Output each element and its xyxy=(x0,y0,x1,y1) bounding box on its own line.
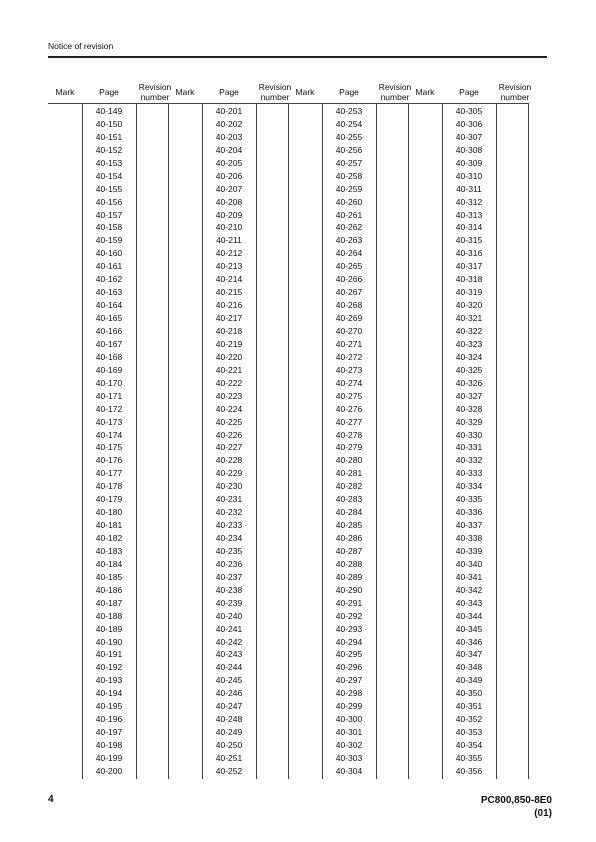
page-cell: 40-238 xyxy=(215,584,243,595)
col-header-page: Page xyxy=(459,87,479,97)
page-cell: 40-163 xyxy=(95,287,123,298)
page-cell: 40-259 xyxy=(335,183,363,194)
page-cell: 40-212 xyxy=(215,248,243,259)
page-cell: 40-247 xyxy=(215,701,243,712)
page-cell: 40-187 xyxy=(95,597,123,608)
page-cell: 40-168 xyxy=(95,351,123,362)
page-cell: 40-237 xyxy=(215,571,243,582)
column-divider xyxy=(256,103,257,779)
page-cell: 40-256 xyxy=(335,144,363,155)
page-cell: 40-274 xyxy=(335,377,363,388)
page-cell: 40-189 xyxy=(95,623,123,634)
page-cell: 40-356 xyxy=(455,765,483,776)
page-cell: 40-186 xyxy=(95,584,123,595)
page-cell: 40-284 xyxy=(335,507,363,518)
page-cell: 40-242 xyxy=(215,636,243,647)
page-cell: 40-261 xyxy=(335,209,363,220)
page-cell: 40-312 xyxy=(455,196,483,207)
page-cell: 40-194 xyxy=(95,688,123,699)
page-cell: 40-222 xyxy=(215,377,243,388)
page-cell: 40-262 xyxy=(335,222,363,233)
page-cell: 40-348 xyxy=(455,662,483,673)
page-cell: 40-264 xyxy=(335,248,363,259)
page-cell: 40-243 xyxy=(215,649,243,660)
page-cell: 40-248 xyxy=(215,714,243,725)
col-header-revision xyxy=(496,82,534,102)
page-cell: 40-252 xyxy=(215,765,243,776)
page-cell: 40-184 xyxy=(95,558,123,569)
page-cell: 40-306 xyxy=(455,118,483,129)
page-cell: 40-167 xyxy=(95,338,123,349)
page-cell: 40-199 xyxy=(95,753,123,763)
page-cell: 40-258 xyxy=(335,170,363,181)
page-cell: 40-321 xyxy=(455,313,483,324)
page-cell: 40-288 xyxy=(335,558,363,569)
col-header-revision-line1: Revision xyxy=(138,82,172,92)
page-cell: 40-150 xyxy=(95,118,123,129)
page-cell: 40-320 xyxy=(455,300,483,311)
page-cell: 40-177 xyxy=(95,468,123,479)
page-cell: 40-207 xyxy=(215,183,243,194)
col-header-revision-line2: number xyxy=(500,92,530,102)
page-cell: 40-180 xyxy=(95,507,123,518)
revision-table xyxy=(48,82,532,779)
page-cell: 40-269 xyxy=(335,313,363,324)
page-cell: 40-273 xyxy=(335,364,363,375)
page-cell: 40-350 xyxy=(455,688,483,699)
page-cell: 40-149 xyxy=(95,106,123,116)
page-cell: 40-196 xyxy=(95,714,123,725)
footer-model-name: PC800,850-8E0 xyxy=(480,795,552,806)
page-cell: 40-331 xyxy=(455,442,483,453)
page-cell: 40-355 xyxy=(455,753,483,763)
page-cell: 40-265 xyxy=(335,261,363,272)
page-cell: 40-337 xyxy=(455,520,483,531)
page-cell: 40-349 xyxy=(455,675,483,686)
page-cell: 40-195 xyxy=(95,701,123,712)
page-cell: 40-154 xyxy=(95,170,123,181)
page-cell: 40-314 xyxy=(455,222,483,233)
page-cell: 40-240 xyxy=(215,610,243,621)
col-header-mark: Mark xyxy=(295,87,315,97)
page-cell: 40-236 xyxy=(215,558,243,569)
page-cell: 40-151 xyxy=(95,131,123,142)
page-cell: 40-328 xyxy=(455,403,483,414)
page-cell: 40-191 xyxy=(95,649,123,660)
page-cell: 40-201 xyxy=(215,106,243,116)
page-cell: 40-319 xyxy=(455,287,483,298)
page-cell: 40-338 xyxy=(455,533,483,544)
page-cell: 40-172 xyxy=(95,403,123,414)
page-cell: 40-341 xyxy=(455,571,483,582)
page-cell: 40-230 xyxy=(215,481,243,492)
page-cell: 40-343 xyxy=(455,597,483,608)
page-cell: 40-183 xyxy=(95,545,123,556)
footer-model xyxy=(481,794,552,820)
col-header-page: Page xyxy=(339,87,359,97)
column-divider xyxy=(376,103,377,779)
page-cell: 40-324 xyxy=(455,351,483,362)
col-header-mark: Mark xyxy=(55,87,75,97)
page-cell: 40-285 xyxy=(335,520,363,531)
page-cell: 40-229 xyxy=(215,468,243,479)
page-cell: 40-198 xyxy=(95,740,123,751)
page-cell: 40-300 xyxy=(335,714,363,725)
page-cell: 40-215 xyxy=(215,287,243,298)
page-cell: 40-165 xyxy=(95,313,123,324)
page-cell: 40-299 xyxy=(335,701,363,712)
page-cell: 40-162 xyxy=(95,274,123,285)
page-cell: 40-289 xyxy=(335,571,363,582)
page-cell: 40-249 xyxy=(215,727,243,738)
page-cell: 40-333 xyxy=(455,468,483,479)
page-cell: 40-342 xyxy=(455,584,483,595)
page-cell: 40-330 xyxy=(455,429,483,440)
column-divider xyxy=(496,103,497,779)
page-cell: 40-241 xyxy=(215,623,243,634)
page-cell: 40-208 xyxy=(215,196,243,207)
column-divider xyxy=(168,103,169,779)
page-cell: 40-176 xyxy=(95,455,123,466)
page-cell: 40-271 xyxy=(335,338,363,349)
page-cell: 40-159 xyxy=(95,235,123,246)
page-cell: 40-344 xyxy=(455,610,483,621)
page-cell: 40-244 xyxy=(215,662,243,673)
page-cell: 40-351 xyxy=(455,701,483,712)
page-cell: 40-173 xyxy=(95,416,123,427)
page-cell: 40-193 xyxy=(95,675,123,686)
page-cell: 40-327 xyxy=(455,390,483,401)
page-cell: 40-293 xyxy=(335,623,363,634)
page-cell: 40-205 xyxy=(215,157,243,168)
page-cell: 40-210 xyxy=(215,222,243,233)
page-cell: 40-295 xyxy=(335,649,363,660)
page-cell: 40-305 xyxy=(455,106,483,116)
page-cell: 40-257 xyxy=(335,157,363,168)
page-cell: 40-318 xyxy=(455,274,483,285)
page-cell: 40-298 xyxy=(335,688,363,699)
page-cell: 40-239 xyxy=(215,597,243,608)
page-cell: 40-283 xyxy=(335,494,363,505)
page-cell: 40-226 xyxy=(215,429,243,440)
page-cell: 40-213 xyxy=(215,261,243,272)
col-header-mark: Mark xyxy=(415,87,435,97)
page-cell: 40-315 xyxy=(455,235,483,246)
page-cell: 40-332 xyxy=(455,455,483,466)
page-cell: 40-251 xyxy=(215,753,243,763)
page-cell: 40-277 xyxy=(335,416,363,427)
page-cell: 40-152 xyxy=(95,144,123,155)
page-cell: 40-217 xyxy=(215,313,243,324)
page-cell: 40-174 xyxy=(95,429,123,440)
col-header-revision-line1: Revision xyxy=(498,82,532,92)
page-cell: 40-190 xyxy=(95,636,123,647)
page-cell: 40-276 xyxy=(335,403,363,414)
page-cell: 40-178 xyxy=(95,481,123,492)
page-cell: 40-322 xyxy=(455,325,483,336)
page-cell: 40-294 xyxy=(335,636,363,647)
page-cell: 40-266 xyxy=(335,274,363,285)
page-cell: 40-234 xyxy=(215,533,243,544)
page-cell: 40-272 xyxy=(335,351,363,362)
footer-model-code: (01) xyxy=(534,808,552,819)
column-divider xyxy=(528,103,529,779)
col-header-page: Page xyxy=(99,87,119,97)
page-cell: 40-221 xyxy=(215,364,243,375)
page-cell: 40-153 xyxy=(95,157,123,168)
page-cell: 40-347 xyxy=(455,649,483,660)
page-cell: 40-188 xyxy=(95,610,123,621)
page-cell: 40-291 xyxy=(335,597,363,608)
page-cell: 40-223 xyxy=(215,390,243,401)
page-cell: 40-326 xyxy=(455,377,483,388)
page-cell: 40-290 xyxy=(335,584,363,595)
page-cell: 40-200 xyxy=(95,765,123,776)
page-cell: 40-354 xyxy=(455,740,483,751)
page-cell: 40-157 xyxy=(95,209,123,220)
page-cell: 40-279 xyxy=(335,442,363,453)
page-cell: 40-233 xyxy=(215,520,243,531)
page-cell: 40-166 xyxy=(95,325,123,336)
page-cell: 40-316 xyxy=(455,248,483,259)
page-cell: 40-181 xyxy=(95,520,123,531)
page-cell: 40-235 xyxy=(215,545,243,556)
page-cell: 40-340 xyxy=(455,558,483,569)
page-cell: 40-245 xyxy=(215,675,243,686)
page-cell: 40-224 xyxy=(215,403,243,414)
page-cell: 40-155 xyxy=(95,183,123,194)
page-cell: 40-254 xyxy=(335,118,363,129)
page-cell: 40-287 xyxy=(335,545,363,556)
page-cell: 40-216 xyxy=(215,300,243,311)
page-cell: 40-302 xyxy=(335,740,363,751)
page-cell: 40-255 xyxy=(335,131,363,142)
page-cell: 40-310 xyxy=(455,170,483,181)
page-cell: 40-307 xyxy=(455,131,483,142)
page-cell: 40-309 xyxy=(455,157,483,168)
page-cell: 40-308 xyxy=(455,144,483,155)
page-cell: 40-275 xyxy=(335,390,363,401)
page-cell: 40-304 xyxy=(335,765,363,776)
page-cell: 40-346 xyxy=(455,636,483,647)
page-cell: 40-192 xyxy=(95,662,123,673)
page-cell: 40-175 xyxy=(95,442,123,453)
page-cell: 40-206 xyxy=(215,170,243,181)
page-cell: 40-339 xyxy=(455,545,483,556)
page-cell: 40-219 xyxy=(215,338,243,349)
page-cell: 40-345 xyxy=(455,623,483,634)
page-cell: 40-202 xyxy=(215,118,243,129)
column-divider xyxy=(408,103,409,779)
col-header-revision-line2: number xyxy=(140,92,170,102)
page-cell: 40-185 xyxy=(95,571,123,582)
page-cell: 40-323 xyxy=(455,338,483,349)
footer-page-number: 4 xyxy=(48,794,54,805)
col-header-mark: Mark xyxy=(175,87,195,97)
page-cell: 40-160 xyxy=(95,248,123,259)
page-cell: 40-280 xyxy=(335,455,363,466)
page-cell: 40-169 xyxy=(95,364,123,375)
page-cell: 40-334 xyxy=(455,481,483,492)
page-cell: 40-179 xyxy=(95,494,123,505)
page-cell: 40-171 xyxy=(95,390,123,401)
page-cell: 40-204 xyxy=(215,144,243,155)
page-cell: 40-336 xyxy=(455,507,483,518)
page-cell: 40-203 xyxy=(215,131,243,142)
page-cell: 40-246 xyxy=(215,688,243,699)
page-cell: 40-353 xyxy=(455,727,483,738)
page-cell: 40-292 xyxy=(335,610,363,621)
page-cell: 40-214 xyxy=(215,274,243,285)
page-cell: 40-231 xyxy=(215,494,243,505)
page-cell: 40-156 xyxy=(95,196,123,207)
column-divider xyxy=(288,103,289,779)
page-cell: 40-282 xyxy=(335,481,363,492)
page-cell: 40-303 xyxy=(335,753,363,763)
page-cell: 40-296 xyxy=(335,662,363,673)
page-cell: 40-311 xyxy=(456,183,482,194)
page-cell: 40-250 xyxy=(215,740,243,751)
page-cell: 40-209 xyxy=(215,209,243,220)
page-cell: 40-313 xyxy=(455,209,483,220)
page-cell: 40-232 xyxy=(215,507,243,518)
page-cell: 40-197 xyxy=(95,727,123,738)
page-cell: 40-263 xyxy=(335,235,363,246)
page-cell: 40-301 xyxy=(335,727,363,738)
page-cell: 40-335 xyxy=(455,494,483,505)
page-cell: 40-329 xyxy=(455,416,483,427)
page-cell: 40-260 xyxy=(335,196,363,207)
page-cell: 40-286 xyxy=(335,533,363,544)
page-cell: 40-268 xyxy=(335,300,363,311)
page-cell: 40-352 xyxy=(455,714,483,725)
page-cell: 40-278 xyxy=(335,429,363,440)
column-divider xyxy=(136,103,137,779)
page-cell: 40-218 xyxy=(215,325,243,336)
page-cell: 40-225 xyxy=(215,416,243,427)
page-cell: 40-297 xyxy=(335,675,363,686)
page-cell: 40-228 xyxy=(215,455,243,466)
header-rule xyxy=(48,56,547,58)
page-header-title: Notice of revision xyxy=(48,41,114,51)
page-cell: 40-317 xyxy=(455,261,483,272)
page-cell: 40-182 xyxy=(95,533,123,544)
page-cell: 40-164 xyxy=(95,300,123,311)
col-header-revision-line2: number xyxy=(380,92,410,102)
page-cell: 40-161 xyxy=(95,261,123,272)
col-header-revision-line1: Revision xyxy=(378,82,412,92)
page-cell: 40-220 xyxy=(215,351,243,362)
page-cell: 40-267 xyxy=(335,287,363,298)
page-cell: 40-158 xyxy=(95,222,123,233)
col-header-revision-line1: Revision xyxy=(258,82,292,92)
col-header-revision-line2: number xyxy=(260,92,290,102)
page-cell: 40-270 xyxy=(335,325,363,336)
page-cell: 40-325 xyxy=(455,364,483,375)
page-cell: 40-170 xyxy=(95,377,123,388)
page-cell: 40-253 xyxy=(335,106,363,116)
col-header-page: Page xyxy=(219,87,239,97)
page-cell: 40-227 xyxy=(215,442,243,453)
page-cell: 40-281 xyxy=(335,468,363,479)
page-cell: 40-211 xyxy=(216,235,242,246)
